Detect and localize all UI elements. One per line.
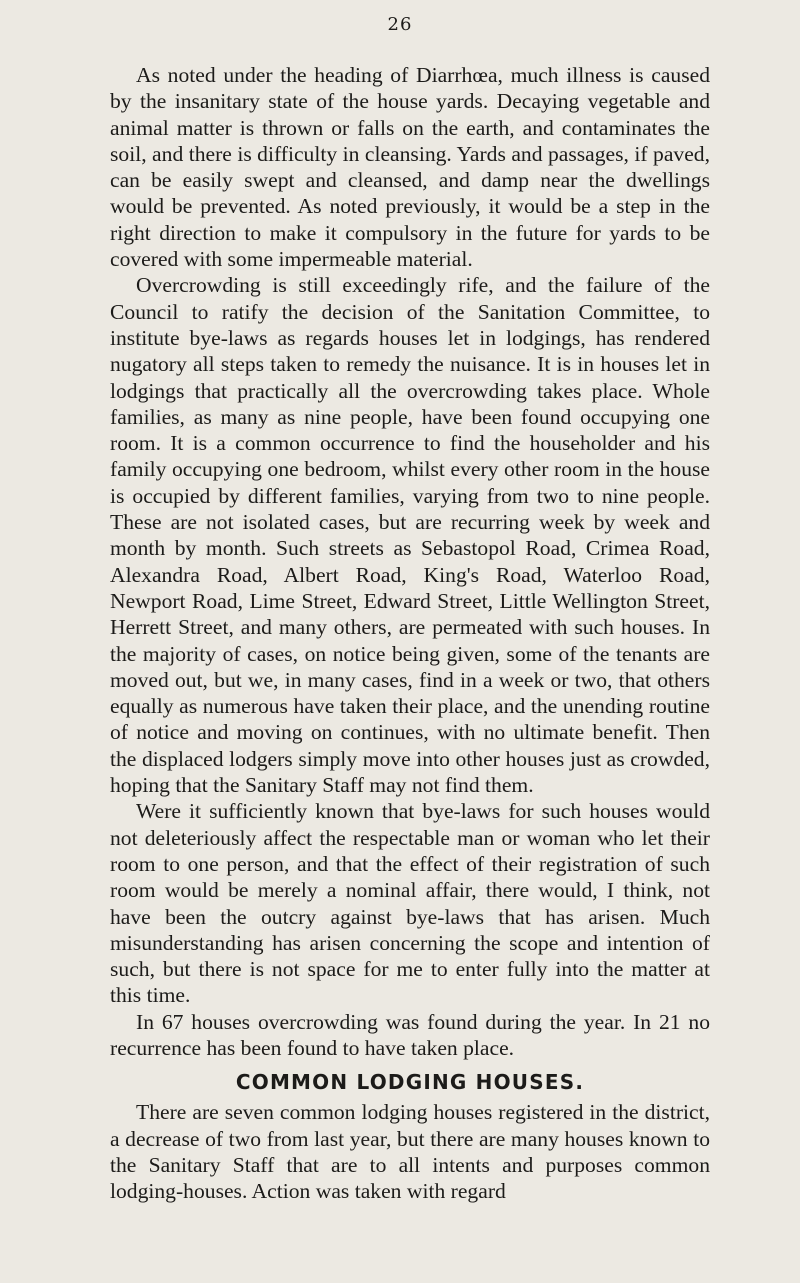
paragraph-common-lodging-houses: There are seven common lodging houses registered in the district, a decrease of two from last year, but there are many houses known to the Sanitary Staff that are to all intents and purposes common lodging-houses. Action was taken with regard: [110, 1100, 710, 1204]
paragraph-bye-laws: Were it sufficiently known that bye-laws for such houses would not deleteriously affect the respectable man or woman who let their room to one person, and that the effect of their registration of such room would be merely a nominal affair, there would, I think, not have been the outcry against bye-laws that has arisen. Much misunderstanding has arisen concerning the scope and intention of such, but there is not space for me to enter fully into the matter at this time.: [110, 799, 710, 1008]
page-number: 26: [387, 14, 413, 35]
body-text: [110, 62, 710, 1204]
paragraph-yards: As noted under the heading of Diarrhœa, much illness is caused by the insanitary state of the house yards. Decaying vegetable and animal matter is thrown or falls on the earth, and contaminates the soil, and there is difficulty in cleansing. Yards and passages, if paved, can be easily swept and cleansed, and damp near the dwellings would be prevented. As noted previously, it would be a step in the right direction to make it compulsory in the future for yards to be covered with some impermeable material.: [110, 63, 710, 272]
paragraph-overcrowding: Overcrowding is still exceedingly rife, and the failure of the Council to ratify the decision of the Sanitation Committee, to institute bye-laws as regards houses let in lodgings, has rendered nugatory all steps taken to remedy the nuisance. It is in houses let in lodgings that practically all the overcrowding takes place. Whole families, as many as nine people, have been found occupying one room. It is a common occurrence to find the householder and his family occupying one bedroom, whilst every other room in the house is occupied by different families, varying from two to nine people. These are not isolated cases, but are recurring week by week and month by month. Such streets as Sebastopol Road, Crimea Road, Alexandra Road, Albert Road, King's Road, Waterloo Road, Newport Road, Lime Street, Edward Street, Little Wellington Street, Herrett Street, and many others, are permeated with such houses. In the majority of cases, on notice being given, some of the tenants are moved out, but we, in many cases, find in a week or two, that others equally as numerous have taken their place, and the unending routine of notice and moving on continues, with no ultimate benefit. Then the displaced lodgers simply move into other houses just as crowded, hoping that the Sanitary Staff may not find them.: [110, 273, 710, 798]
paragraph-overcrowding-statistics: In 67 houses overcrowding was found during the year. In 21 no recurrence has been found to have taken place.: [110, 1009, 710, 1060]
section-heading-common-lodging-houses: COMMON LODGING HOUSES.: [235, 1070, 585, 1095]
